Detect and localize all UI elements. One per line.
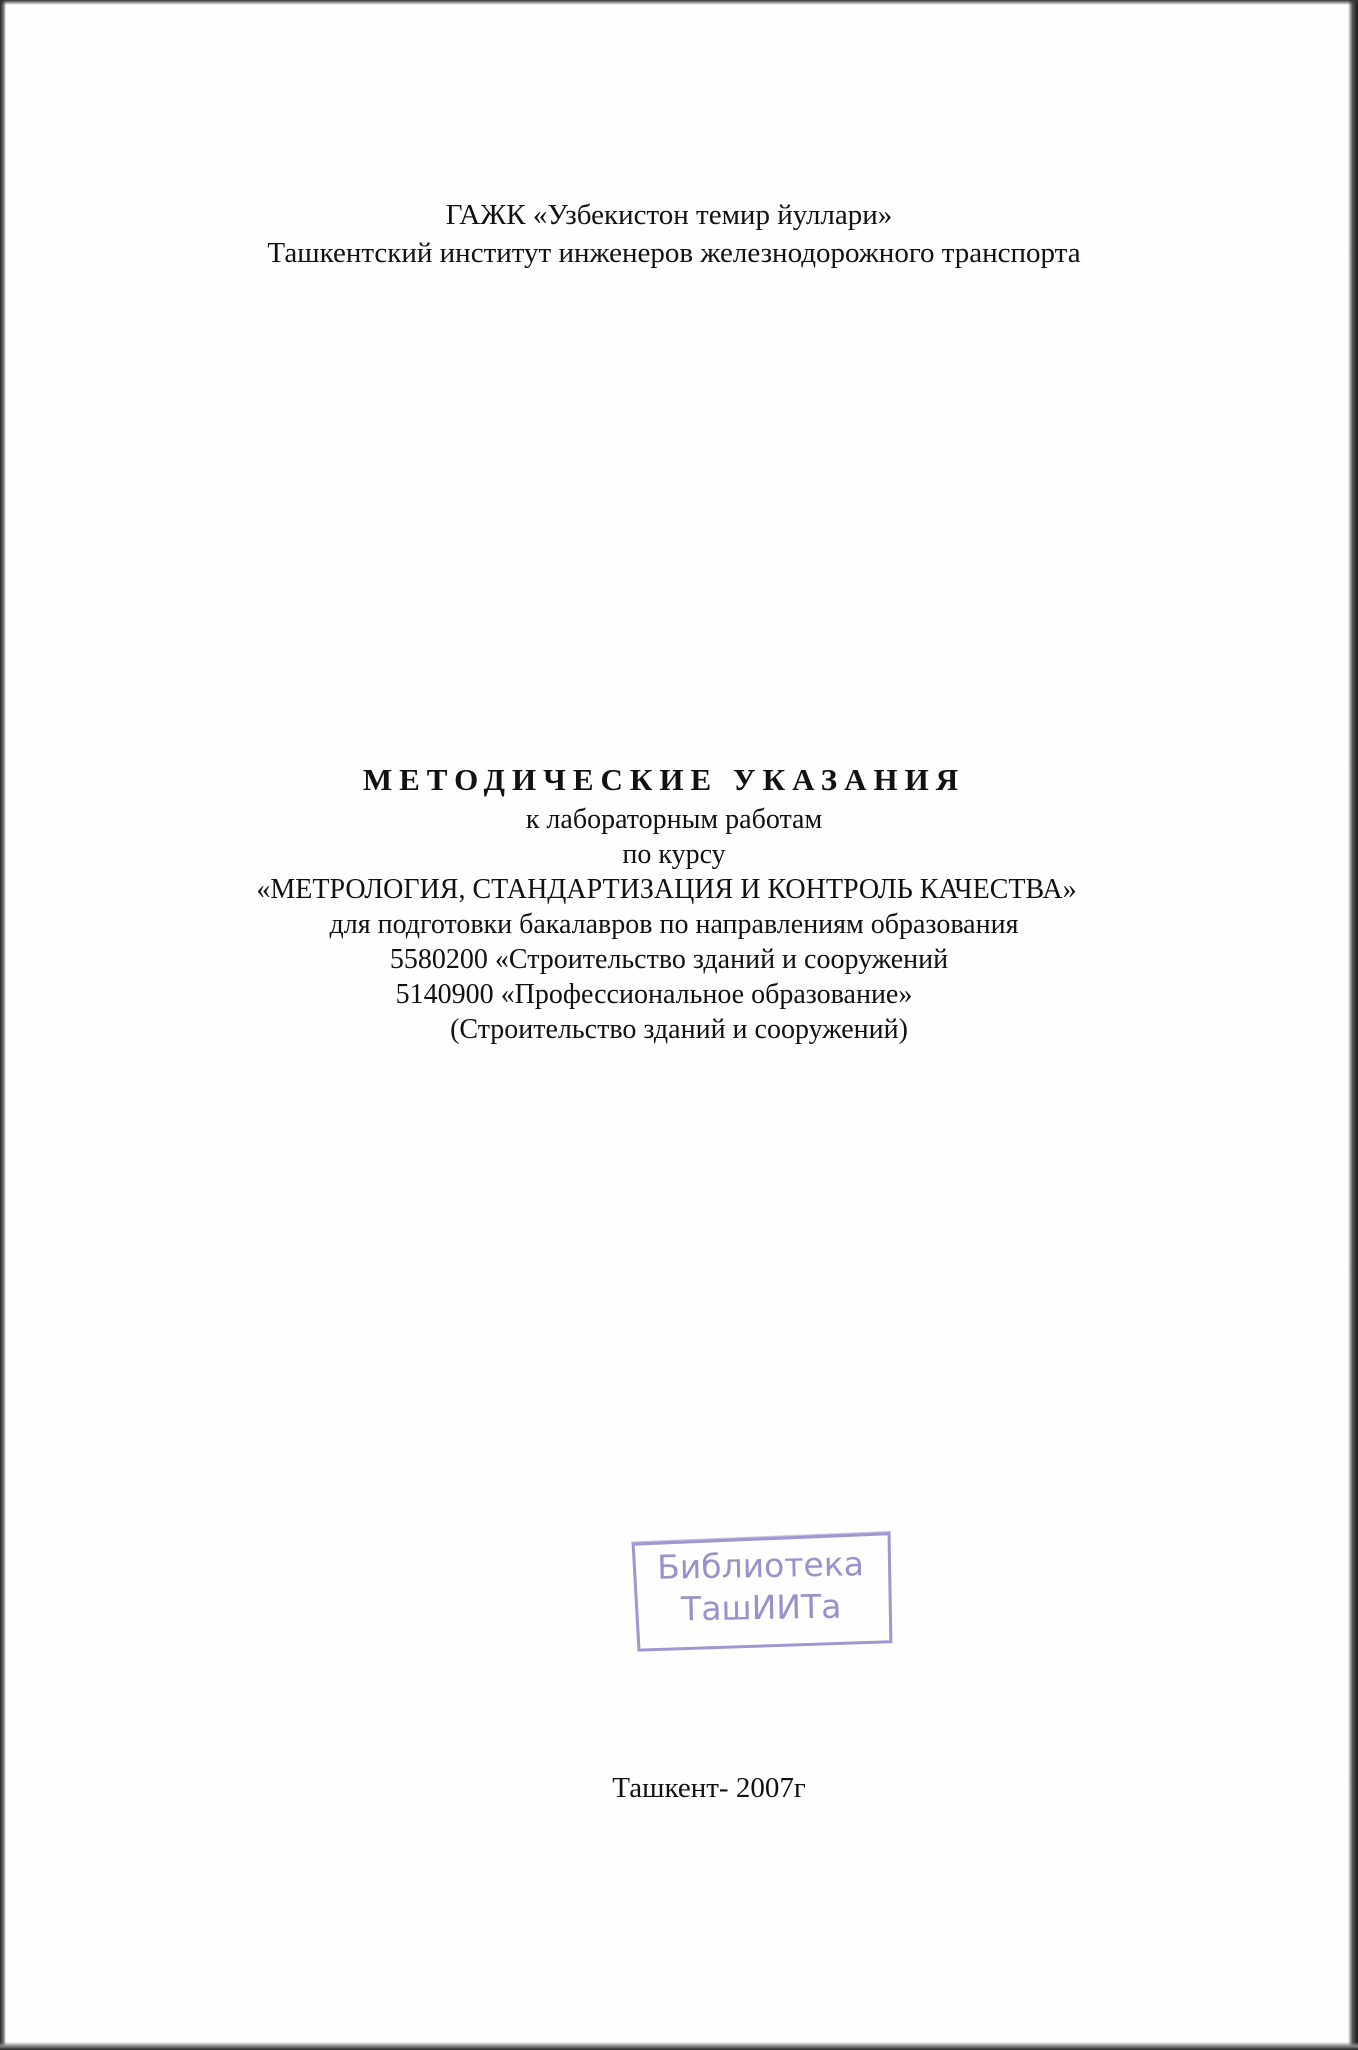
subtitle-line: к лабораторным работам (525, 804, 823, 835)
subtitle-line: для подготовки бакалавров по направлениям образования (329, 909, 1019, 940)
document-header (0, 196, 1358, 272)
program-code-line: 5580200 «Строительство зданий и сооружений (389, 944, 949, 975)
organization-name: ГАЖК «Узбекистон темир йуллари» (445, 199, 893, 231)
program-code-line: 5140900 «Профессиональное образование» (395, 979, 913, 1010)
subtitle-line: по курсу (622, 839, 726, 870)
city-year: Ташкент- 2007г (612, 1772, 806, 1804)
scan-edge-top (0, 0, 1358, 5)
subtitle-line: (Строительство зданий и сооружений) (450, 1014, 908, 1045)
institute-name: Ташкентский институт инженеров железнодорожного транспорта (267, 237, 1081, 269)
title-block (0, 758, 1358, 1047)
stamp-line-1: Библиотека (656, 1544, 865, 1587)
stamp-line-2: ТашИИТа (680, 1586, 842, 1629)
scan-edge-bottom (0, 2042, 1358, 2050)
course-name: «МЕТРОЛОГИЯ, СТАНДАРТИЗАЦИЯ И КОНТРОЛЬ КАЧЕСТВА» (256, 874, 1077, 905)
document-title: МЕТОДИЧЕСКИЕ УКАЗАНИЯ (362, 762, 966, 797)
document-footer (0, 1770, 1358, 1806)
library-stamp (627, 1530, 895, 1655)
